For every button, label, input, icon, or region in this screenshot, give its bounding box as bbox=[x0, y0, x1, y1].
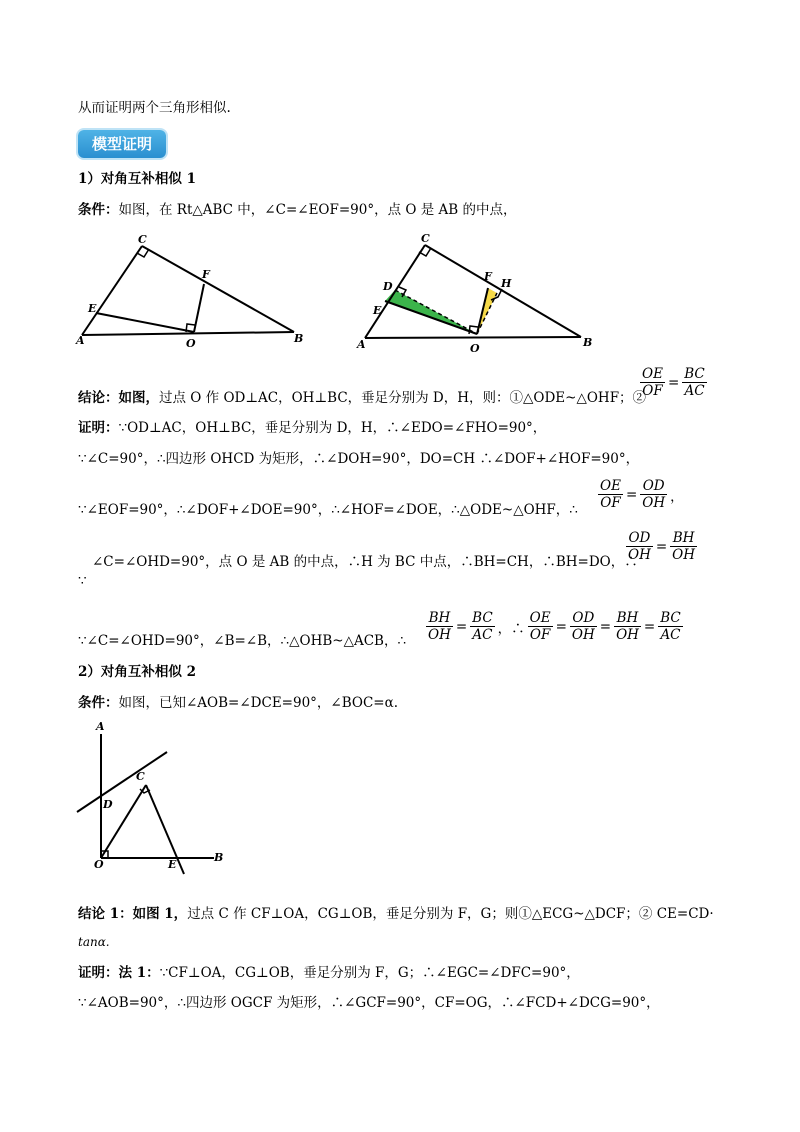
label-e: E bbox=[168, 858, 177, 871]
proof-fraction-5: $\frac{BH}{OH}$ = $\frac{BC}{AC}$ ，∴ $\frac{OE}{OF}$ = $\frac{OD}{OH}$ = $\frac{BH}{OH}$ = $\frac{BC}{AC}$ bbox=[428, 610, 681, 643]
section2-condition bbox=[78, 694, 398, 712]
condition-text: 如图，已知∠AOB=∠DCE=90°，∠BOC=α. bbox=[118, 695, 399, 711]
proof-line-2: ∵∠C=90°，∴四边形 OHCD 为矩形，∴∠DOH=90°，DO=CH ∴∠DOF+∠HOF=90°， bbox=[78, 451, 640, 467]
proof-label: 证明：法 1： bbox=[78, 965, 160, 981]
condition-text: 如图，在 Rt△ABC 中，∠C=∠EOF=90°，点 O 是 AB 的中点， bbox=[118, 202, 517, 218]
section2-conclusion-tan: tanα. bbox=[78, 935, 110, 949]
section2-title: 2）对角互补相似 2 bbox=[78, 664, 196, 680]
label-c: C bbox=[136, 770, 145, 783]
label-b: B bbox=[214, 851, 224, 864]
label-d: D bbox=[383, 280, 393, 293]
label-b: B bbox=[583, 336, 593, 349]
label-a: A bbox=[357, 338, 366, 351]
label-d: D bbox=[103, 798, 113, 811]
label-b: B bbox=[294, 332, 304, 345]
proof-line-3: ∵∠EOF=90°，∴∠DOF+∠DOE=90°，∴∠HOF=∠DOE，∴△ODE~△OHF，∴ bbox=[78, 502, 578, 518]
label-h: H bbox=[501, 277, 512, 290]
section1-conclusion bbox=[78, 389, 646, 407]
conclusion-label: 结论 1：如图 1， bbox=[78, 906, 188, 922]
label-f: F bbox=[202, 268, 210, 281]
condition-label: 条件： bbox=[78, 202, 119, 218]
label-c: C bbox=[138, 233, 147, 246]
label-o: O bbox=[94, 858, 104, 871]
proof-fraction-4: $\frac{OD}{OH}$ = $\frac{BH}{OH}$ bbox=[628, 530, 695, 563]
proof-line-5: ∵∠C=∠OHD=90°，∠B=∠B，∴△OHB~△ACB，∴ bbox=[78, 633, 407, 649]
intro-text: 从而证明两个三角形相似. bbox=[78, 100, 231, 116]
label-o: O bbox=[470, 342, 480, 355]
proof-fraction-3: $\frac{OE}{OF}$ = $\frac{OD}{OH}$ ， bbox=[600, 478, 684, 511]
label-a: A bbox=[96, 720, 105, 733]
figure-triangle-left bbox=[76, 233, 316, 353]
label-a: A bbox=[76, 334, 85, 347]
figure-triangle-right bbox=[355, 230, 615, 355]
because-symbol: ∵ bbox=[78, 573, 87, 589]
proof-line-1: 证明：∵OD⊥AC，OH⊥BC，垂足分别为 D，H，∴∠EDO=∠FHO=90°， bbox=[78, 420, 547, 436]
section1-condition bbox=[78, 201, 517, 219]
conclusion-text: 过点 C 作 CF⊥OA，CG⊥OB，垂足分别为 F，G；则①△ECG~△DCF；② CE=CD· bbox=[187, 906, 714, 922]
label-o: O bbox=[186, 337, 196, 350]
section2-conclusion bbox=[78, 905, 714, 923]
section2-proof-line-2: ∵∠AOB=90°，∴四边形 OGCF 为矩形，∴∠GCF=90°，CF=OG，∴∠FCD+∠DCG=90°， bbox=[78, 995, 660, 1011]
conclusion-fraction: $\frac{OE}{OF}$ = $\frac{BC}{AC}$ bbox=[642, 366, 705, 399]
proof-label: 证明： bbox=[78, 420, 119, 436]
conclusion-text: 过点 O 作 OD⊥AC，OH⊥BC，垂足分别为 D，H，则：①△ODE~△OHF；② bbox=[159, 390, 647, 406]
proof-line-4: ∠C=∠OHD=90°，点 O 是 AB 的中点，∴H 为 BC 中点，∴BH=CH，∴BH=DO，∴ bbox=[92, 554, 638, 570]
condition-label: 条件： bbox=[78, 695, 119, 711]
label-e: E bbox=[373, 304, 382, 317]
figure-axes-angle bbox=[74, 720, 234, 880]
section2-proof-line-1: 证明：法 1：∵CF⊥OA，CG⊥OB，垂足分别为 F，G；∴∠EGC=∠DFC=90°， bbox=[78, 965, 580, 981]
conclusion-label: 结论：如图， bbox=[78, 390, 159, 406]
label-c: C bbox=[421, 232, 430, 245]
label-f: F bbox=[484, 270, 492, 283]
label-e: E bbox=[88, 302, 97, 315]
section-badge: 模型证明 bbox=[78, 130, 166, 158]
section1-title: 1）对角互补相似 1 bbox=[78, 171, 196, 187]
